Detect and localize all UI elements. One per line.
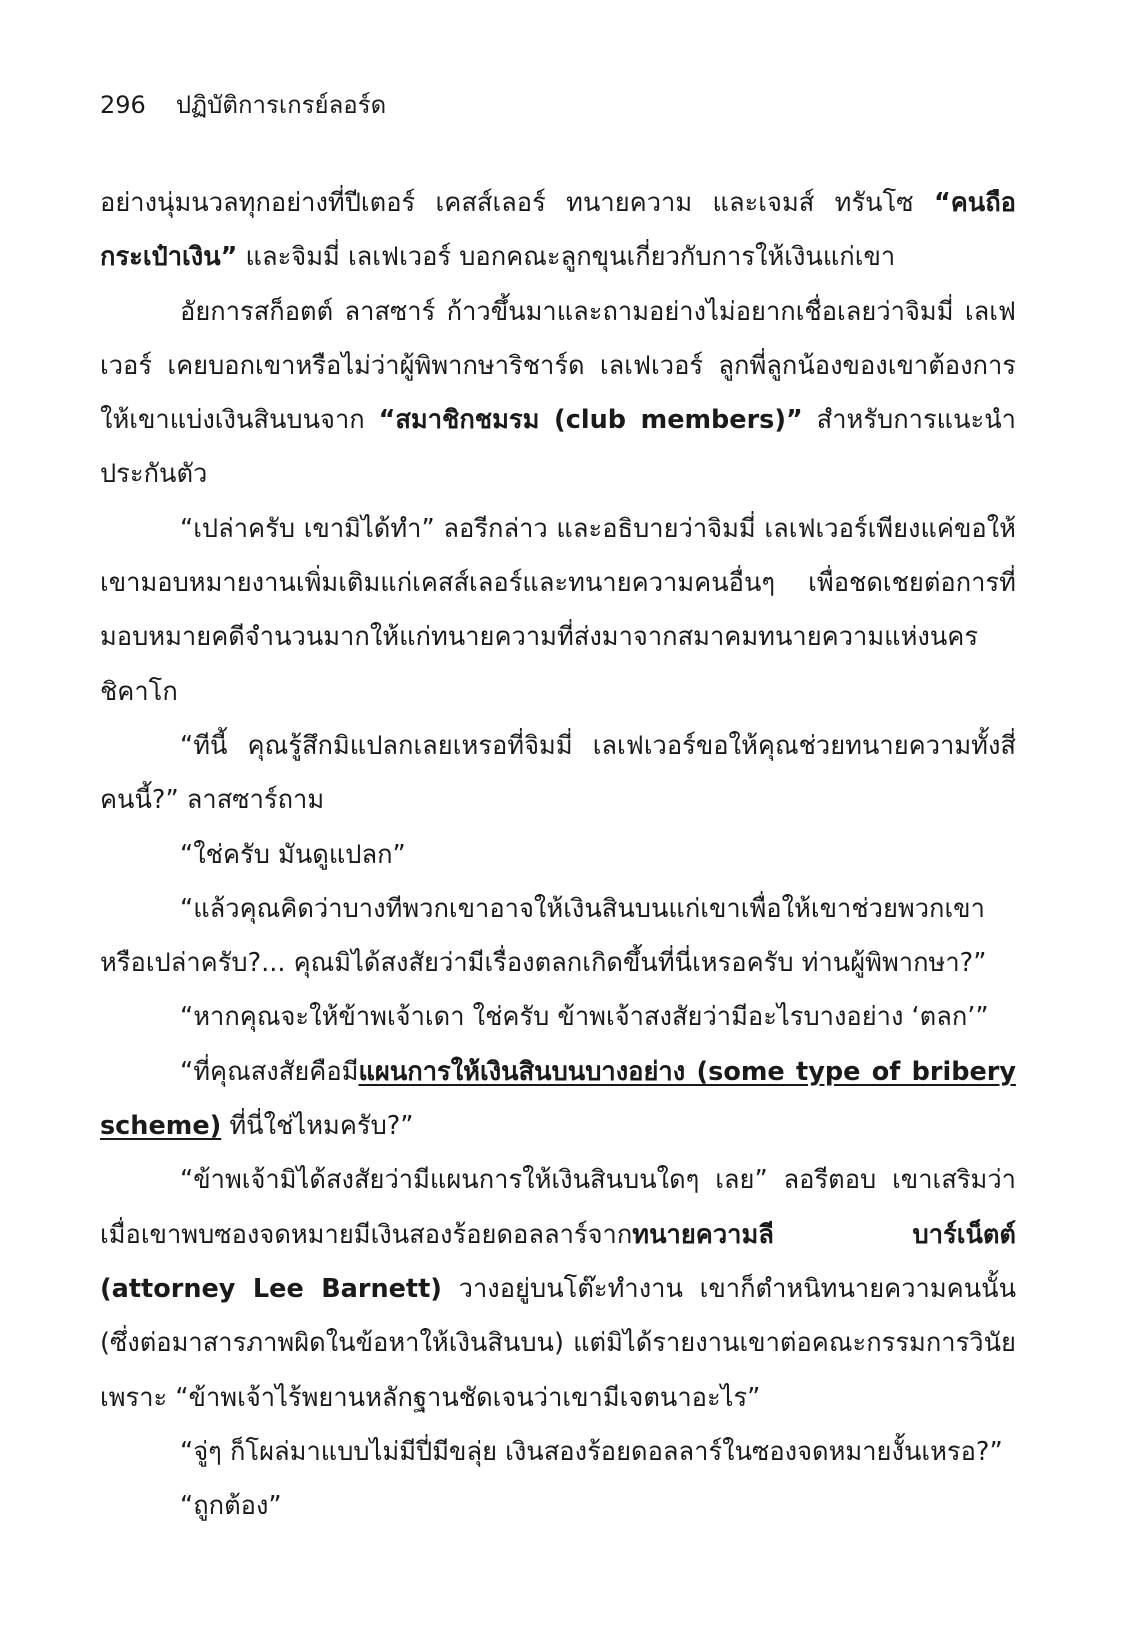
paragraph-1: อย่างนุ่มนวลทุกอย่างที่ปีเตอร์ เคสส์เลอร์ ทนายความ และเจมส์ ทรันโซ “คนถือกระเป๋าเงิน” และจิมมี่ เลเฟเวอร์ บอกคณะลูกขุนเกี่ยวกับการให้เงินแก่เขา (100, 188, 1016, 273)
bold-phrase: “คนถือกระเป๋าเงิน” (100, 188, 1016, 273)
page-number: 296 (100, 91, 146, 119)
paragraph-6: “แล้วคุณคิดว่าบางทีพวกเขาอาจให้เงินสินบนแก่เขาเพื่อให้เขาช่วยพวกเขาหรือเปล่าครับ?... คุณมิได้สงสัยว่ามีเรื่องตลกเกิดขึ้นที่นี่เหรอครับ ท่านผู้พิพากษา?” (100, 893, 987, 979)
bold-phrase: “สมาชิกชมรม (club members)” (378, 405, 803, 436)
paragraph-2: อัยการสก็อตต์ ลาสซาร์ ก้าวขึ้นมาและถามอย่างไม่อยากเชื่อเลยว่าจิมมี่ เลเฟเวอร์ เคยบอกเขาหรือไม่ว่าผู้พิพากษาริชาร์ด เลเฟเวอร์ ลูกพี่ลูกน้องของเขาต้องการให้เขาแบ่งเงินสินบนจาก “สมาชิกชมรม (club members)” สำหรับการแนะนำประกันตัว (100, 296, 1016, 490)
paragraph-3: “เปล่าครับ เขามิได้ทำ” ลอรีกล่าว และอธิบายว่าจิมมี่ เลเฟเวอร์เพียงแค่ขอให้เขามอบหมายงานเพิ่มเติมแก่เคสส์เลอร์และทนายความคนอื่นๆ เพื่อชดเชยต่อการที่มอบหมายคดีจำนวนมากให้แก่ทนายความที่ส่งมาจากสมาคมทนายความแห่งนครชิคาโก (100, 513, 1016, 707)
bold-phrase: ทนายความลี บาร์เน็ตต์ (attorney Lee Barnett) (100, 1219, 1016, 1304)
paragraph-9: “ข้าพเจ้ามิได้สงสัยว่ามีแผนการให้เงินสินบนใดๆ เลย” ลอรีตอบ เขาเสริมว่าเมื่อเขาพบซองจดหมายมีเงินสองร้อยดอลลาร์จากทนายความลี บาร์เน็ตต์ (attorney Lee Barnett) วางอยู่บนโต๊ะทำงาน เขาก็ตำหนิทนายความคนนั้น (ซึ่งต่อมาสารภาพผิดในข้อหาให้เงินสินบน) แต่มิได้รายงานเขาต่อคณะกรรมการวินัยเพราะ “ข้าพเจ้าไร้พยานหลักฐานชัดเจนว่าเขามีเจตนาอะไร” (100, 1165, 1017, 1413)
paragraph-10: “จู่ๆ ก็โผล่มาแบบไม่มีปี่มีขลุ่ย เงินสองร้อยดอลลาร์ในซองจดหมายงั้นเหรอ?” (180, 1436, 1003, 1467)
book-title: ปฏิบัติการเกรย์ลอร์ด (175, 91, 387, 119)
paragraph-11: “ถูกต้อง” (180, 1491, 282, 1522)
body-text (100, 176, 1016, 1533)
bold-underlined-phrase: แผนการให้เงินสินบนบางอย่าง (some type of bribery scheme) (100, 1056, 1016, 1142)
paragraph-5: “ใช่ครับ มันดูแปลก” (180, 839, 406, 870)
paragraph-8: “ที่คุณสงสัยคือมีแผนการให้เงินสินบนบางอย่าง (some type of bribery scheme) ที่นี่ใช่ไหมครับ?” (100, 1056, 1016, 1142)
paragraph-4: “ทีนี้ คุณรู้สึกมิแปลกเลยเหรอที่จิมมี่ เลเฟเวอร์ขอให้คุณช่วยทนายความทั้งสี่คนนี้?” ลาสซาร์ถาม (100, 730, 1016, 816)
paragraph-7: “หากคุณจะให้ข้าพเจ้าเดา ใช่ครับ ข้าพเจ้าสงสัยว่ามีอะไรบางอย่าง ‘ตลก’” (180, 1002, 989, 1033)
running-header (100, 88, 386, 122)
